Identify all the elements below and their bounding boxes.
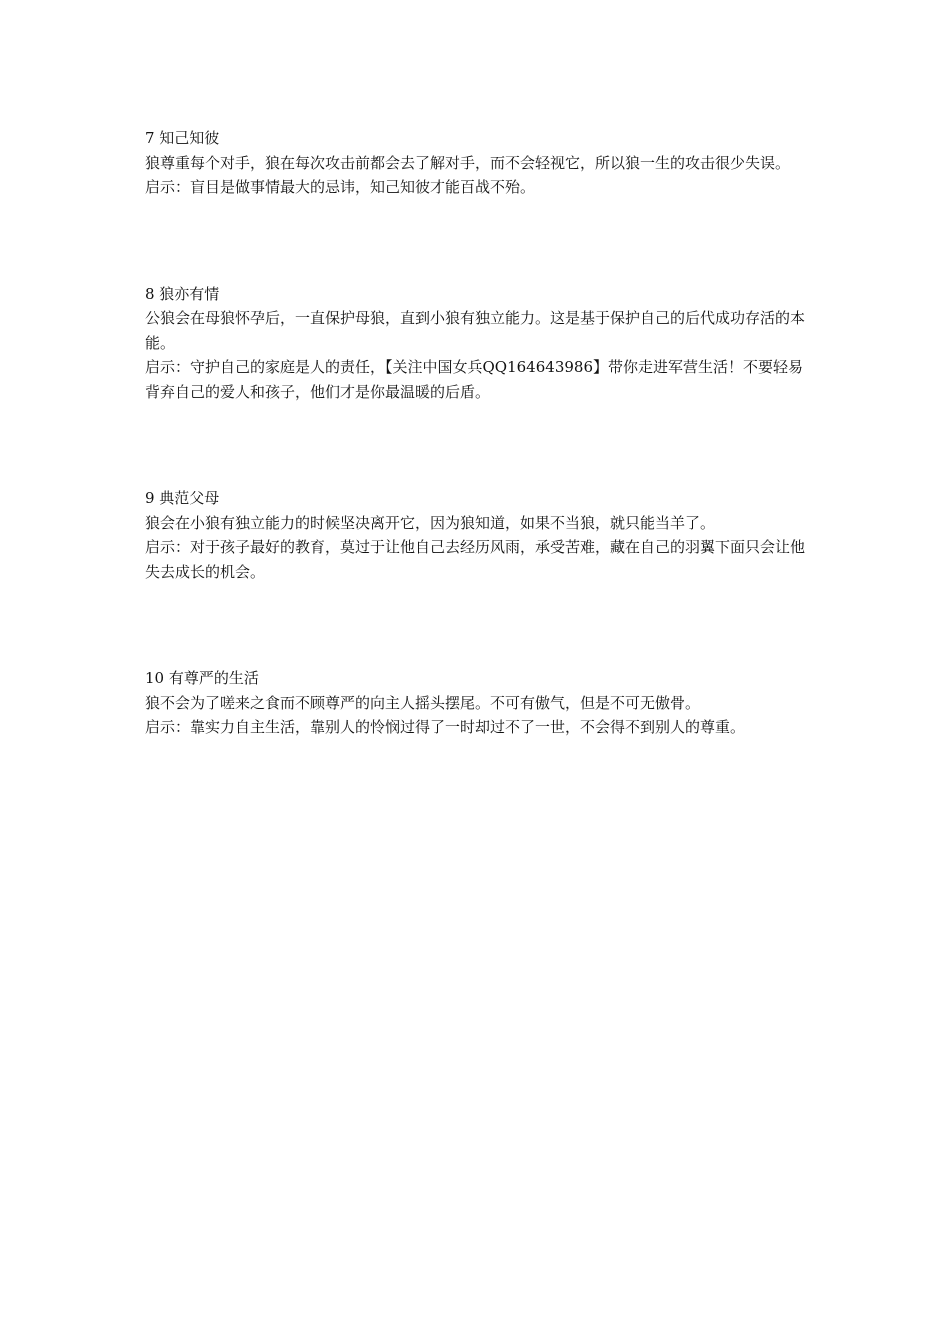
section-heading: 10 有尊严的生活 <box>145 669 259 687</box>
paragraph: 狼会在小狼有独立能力的时候坚决离开它，因为狼知道，如果不当狼，就只能当羊了。 <box>145 513 716 532</box>
section-heading: 7 知己知彼 <box>145 129 220 147</box>
section-8 <box>145 282 810 405</box>
insight-paragraph: 启示：靠实力自主生活，靠别人的怜悯过得了一时却过不了一世，不会得不到别人的尊重。 <box>145 718 746 736</box>
paragraph: 公狼会在母狼怀孕后，一直保护母狼，直到小狼有独立能力。这是基于保护自己的后代成功存活的本能。 <box>145 309 806 352</box>
section-10 <box>145 666 810 740</box>
section-heading: 9 典范父母 <box>145 489 220 507</box>
insight-paragraph: 启示：对于孩子最好的教育，莫过于让他自己去经历风雨，承受苦难，藏在自己的羽翼下面只会让他失去成长的机会。 <box>145 538 806 581</box>
section-heading: 8 狼亦有情 <box>145 284 220 303</box>
paragraph: 狼尊重每个对手，狼在每次攻击前都会去了解对手，而不会轻视它，所以狼一生的攻击很少失误。 <box>145 153 791 172</box>
document-body <box>145 126 810 822</box>
paragraph: 狼不会为了嗟来之食而不顾尊严的向主人摇头摆尾。不可有傲气，但是不可无傲骨。 <box>145 693 701 712</box>
section-9 <box>145 486 810 584</box>
insight-paragraph: 启示：盲目是做事情最大的忌讳，知己知彼才能百战不殆。 <box>145 178 536 196</box>
section-7 <box>145 126 810 200</box>
insight-paragraph: 启示：守护自己的家庭是人的责任，【关注中国女兵QQ164643986】带你走进军营生活！不要轻易背弃自己的爱人和孩子，他们才是你最温暖的后盾。 <box>145 358 803 401</box>
